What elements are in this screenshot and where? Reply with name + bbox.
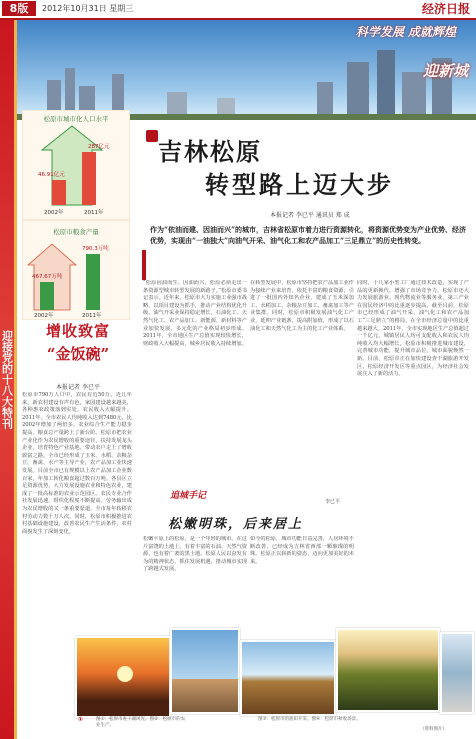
building-shape: [347, 62, 369, 120]
grain-output-bar-chart: [22, 220, 130, 320]
article-column-1: “松原因油而生、因油而兴，松原必须走出一条资源型城市转型发展的新路子。”松原市委书记表示。近年来，松原市大力实施工业强市战略，以项目建设为抓手，推动产业结构优化升级。油气开采业保持稳定增长，石油化工、天然气化工、农产品加工、新能源、新材料等产业加快发展，多元化的产业格局初步形成。2011年，全市地区生产总值实现较快增长，财政收入大幅提高，城乡居民收入持续增加。: [143, 280, 247, 347]
value-2002: 46.91亿元: [38, 172, 65, 178]
building-shape: [377, 50, 395, 120]
special-issue-vertical-title: [0, 330, 14, 432]
photo-city-street: [440, 632, 474, 714]
category-2011: 2011年: [82, 313, 102, 319]
photo-harvest: [336, 628, 440, 712]
sidebar-byline: 本报记者 李已平: [56, 384, 100, 391]
photo-credit: （资料图片）: [420, 727, 447, 732]
section-column-2: 如今的松原，城市功能日益完善，人居环境不断改善，已经成为吉林省西部一颗璀璨的明珠。松原正以崭新的姿态，迈向更加美好的未来。: [250, 536, 354, 565]
vertical-title-text: 迎接党的十八大特刊: [0, 330, 14, 429]
bar-2002: [52, 180, 66, 205]
headline-line1: 吉林松原: [158, 137, 262, 166]
chart-title: 松原市粮食产量: [53, 228, 99, 236]
sidebar-headline: [30, 320, 126, 380]
article-column-3: 同时，十几家小型工厂通过技术改造，实现了产品的更新换代，增强了市场竞争力。松原市还大力发展旅游业、现代物流业等服务业，第三产业在国民经济中的比重逐步提高。截至目前，松原市已经形成了油气开采、油气化工和农产品加工“三足鼎立”的格局，在全市经济总量中的比重越来越大。2011年，全市实现地区生产总值超过一千亿元，城镇居民人均可支配收入和农民人均纯收入均大幅增长。松原市积极推进城市建设，完善城市功能，提升城市品位，城市面貌焕然一新。目前，松原市正在加快建设查干湖旅游开发区、松原经济开发区等重点园区，为经济社会发展注入了新的活力。: [357, 280, 469, 378]
photo-oilfield: [240, 640, 336, 716]
headline-line2: 转型路上迈大步: [205, 170, 394, 199]
article-byline: 本报记者 李已平 通讯员 郑 成: [270, 212, 350, 219]
newspaper-masthead: 经济日报: [421, 2, 470, 16]
photo-number: ①: [78, 716, 84, 723]
sidebar-body-text: 松原市790万人口中，农民有近50万。近几年来，新农村建设有声有色，家园建设越来越美，各种惠农政策落到实处，农民收入大幅提升。2011年，全市农民人均纯收入达到7480元，比2002年增加了两倍多。农业综合生产能力稳步提高，粮食总产量跨上了新台阶。松原市把农业产业化作为农民增收的重要途径，扶持发展龙头企业，培育特色产业基地，带动农户走上了增收致富之路。全市已经形成了玉米、水稻、杂粮杂豆、畜禽、水产等主导产业，农产品加工业快速发展。目前全市已有规模以上农产品加工企业数百家，年加工转化粮食超过数百万吨。各县区立足资源优势，大力发展设施农业和特色农业，建成了一批高标准的农业示范园区。农民专业合作社发展迅速，组织化程度不断提高。劳务输出成为农民增收的又一条重要渠道，全市每年转移农村劳动力数十万人次。同时，松原市积极推进农村基础设施建设，改善农民生产生活条件，农村面貌发生了深刻变化。: [22, 392, 132, 535]
category-2011: 2011年: [84, 210, 104, 216]
bar-2011: [82, 152, 96, 205]
value-2011: 790.3万吨: [82, 246, 109, 252]
section-column-1: 松嫩平原上的松原，是一个年轻的城市。在这片富饶的土地上，有着丰富的石油、天然气资源，也有着广袤的黑土地。松原人民以奋发有为的精神状态，抓住发展机遇，推动城市实现了跨越式发展。: [143, 536, 247, 573]
sun-shape: [117, 666, 133, 682]
value-2002: 467.67万吨: [32, 274, 63, 280]
photo-sunset-lake: [75, 636, 171, 718]
left-gold-stripe: [14, 20, 17, 739]
title-seal-mark: [146, 130, 158, 142]
page-number-badge: 8版: [2, 1, 36, 16]
photo-caption-left: 图①：松原市查干湖风光。图②：松原市的农业生产。: [96, 717, 186, 728]
banner-corner-tag: 迎新城: [422, 62, 468, 80]
section-kicker: 追城手记: [170, 491, 207, 501]
category-2002: 2002年: [44, 210, 64, 216]
banner-slogan: 科学发展 成就辉煌: [355, 25, 456, 39]
issue-date: 2012年10月31日 星期三: [42, 4, 134, 13]
lead-accent-rule: [142, 250, 146, 280]
category-2002: 2002年: [34, 313, 54, 319]
section-headline: 松嫩明珠，后来居上: [168, 517, 304, 532]
photo-caption-right: 图③：松原市的油田开采。图④：松原市秋收场景。: [258, 717, 361, 722]
article-column-2: 在转型发展中，松原市坚持把农产品加工业作为接续产业来培育，依托丰富的粮食资源，引进了一批国内外知名企业，建成了玉米深加工、水稻加工、杂粮杂豆加工、畜禽加工等产业集群。同时，松原市积极发展油气化工产业，延伸产业链条，提高附加值，形成了以石油化工和天然气化工为主的化工产业体系。: [250, 280, 354, 332]
column-author: 李已平: [325, 499, 341, 505]
bar-2002: [40, 282, 54, 310]
sidebar-headline-line2: “金饭碗”: [46, 345, 110, 363]
value-2011: 287亿元: [88, 144, 110, 150]
chart-title: 松原市城市化人口水平: [43, 115, 109, 123]
article-lead-paragraph: 作为“依油而建、因油而兴”的城市，吉林省松原市着力进行资源转化，将资源优势变为产业优势、经济优势，实现由“一油独大”向油气开采、油气化工和农产品加工“三足鼎立”的历史性转变。: [150, 225, 467, 245]
photo-farmland: [170, 628, 240, 714]
bar-2011: [86, 254, 100, 310]
sidebar-headline-line1: 增收致富: [45, 322, 110, 340]
urbanization-bar-chart: [22, 110, 130, 220]
